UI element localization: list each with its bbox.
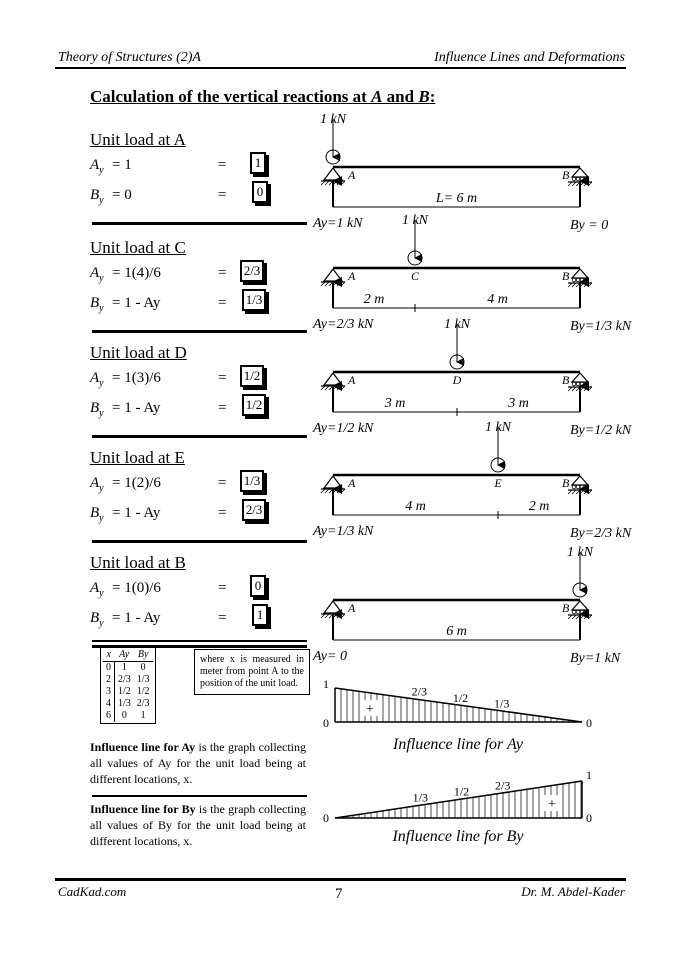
header-right: Influence Lines and Deformations (434, 50, 625, 65)
table-row (103, 698, 153, 710)
case-heading: Unit load at B (90, 553, 186, 572)
support-hatch (588, 182, 592, 186)
table-cell: 2/3 (136, 698, 150, 709)
roller-wheel (584, 485, 588, 489)
point-label-b: B (562, 601, 570, 615)
roller-wheel (572, 278, 576, 282)
ay-expression: = 1 (112, 157, 132, 173)
para-by: Influence line for By is the graph collecting all values of By for the unit load being at different locations, x. (90, 802, 306, 848)
table-rule (92, 640, 307, 642)
table-row (103, 710, 153, 722)
load-label: 1 kN (401, 213, 429, 228)
dimension-label: L= 6 m (435, 191, 478, 206)
reaction-label-a: Ay=2/3 kN (313, 317, 374, 332)
table-cell: 0 (103, 662, 115, 675)
by-expression: = 1 - Ay (112, 610, 161, 626)
il-ay-zero-right: 0 (586, 716, 592, 730)
reaction-label-b: By=1 kN (570, 651, 621, 666)
support-hatch (572, 182, 576, 186)
beam-diagram (312, 112, 608, 233)
il-by-zero-right: 0 (586, 811, 592, 825)
dimension-label: 4 m (487, 292, 508, 307)
eq-sign: = (218, 295, 227, 311)
page-title: Calculation of the vertical reactions at A and B: (90, 87, 436, 106)
support-hatch (584, 182, 588, 186)
table-cell: 3 (103, 686, 115, 698)
table-cell: 4 (103, 698, 115, 710)
beam-diagram (312, 317, 632, 438)
point-label-b: B (562, 269, 570, 283)
reaction-label-b: By=2/3 kN (570, 526, 632, 541)
table-cell: 6 (103, 710, 115, 722)
note-box: where x is measured in meter from point A to the position of the unit load. (194, 649, 310, 695)
ay-symbol: $A_y$ (90, 265, 104, 284)
by-result-box: 1/3 (242, 289, 266, 311)
support-hatch (337, 181, 341, 185)
table-row (103, 662, 153, 675)
point-label-b: B (562, 168, 570, 182)
point-label-b: B (562, 373, 570, 387)
by-symbol: $B_y$ (90, 505, 104, 524)
ay-symbol: $A_y$ (90, 370, 104, 389)
il-by-sign: + (548, 797, 556, 812)
table-row (103, 674, 153, 686)
footer-right: Dr. M. Abdel-Kader (521, 884, 625, 899)
pin-support (324, 269, 342, 281)
by-result-box: 1 (252, 604, 268, 626)
ay-symbol: $A_y$ (90, 157, 104, 176)
dimension-label: 2 m (528, 499, 550, 514)
support-hatch (321, 181, 325, 185)
case-heading: Unit load at D (90, 343, 187, 362)
roller-wheel (572, 610, 576, 614)
case-heading: Unit load at E (90, 448, 185, 467)
il-by-value: 2/3 (494, 778, 511, 793)
roller-wheel (580, 278, 584, 282)
table-header: x (103, 649, 115, 662)
roller-wheel (572, 485, 576, 489)
dimension-label: 2 m (363, 292, 385, 307)
case-heading: Unit load at A (90, 130, 186, 149)
table-header: Ay (115, 649, 134, 662)
pin-support (324, 601, 342, 613)
load-label: 1 kN (443, 317, 471, 332)
table-cell: 1 (121, 662, 127, 673)
roller-support (572, 269, 588, 278)
ay-expression: = 1(0)/6 (112, 580, 161, 596)
ay-result-box: 1 (250, 152, 266, 174)
roller-wheel (576, 177, 580, 181)
influence-line-by (323, 768, 592, 845)
point-label: D (452, 373, 462, 387)
load-label: 1 kN (319, 112, 347, 127)
support-hatch (341, 181, 345, 185)
pin-support (324, 373, 342, 385)
il-by-value: 1/2 (453, 784, 470, 799)
eq-sign: = (218, 505, 227, 521)
by-result-box: 0 (252, 181, 268, 203)
case-heading: Unit load at C (90, 238, 186, 257)
point-label-b: B (562, 476, 570, 490)
point-label: C (410, 269, 420, 283)
table-cell: 0 (121, 710, 127, 721)
beam-diagram (312, 545, 621, 666)
reaction-label-b: By = 0 (570, 218, 609, 233)
table-cell: 1/3 (136, 674, 150, 685)
roller-support (572, 168, 588, 177)
para-rule (92, 795, 307, 797)
ay-result-box: 1/3 (240, 470, 264, 492)
point-label-a: A (348, 168, 356, 182)
table-cell: 1/2 (136, 686, 150, 697)
by-result-box: 2/3 (242, 499, 266, 521)
influence-line-ay (323, 677, 592, 753)
dimension-label: 3 m (384, 396, 406, 411)
point-label-a: A (348, 476, 356, 490)
roller-wheel (580, 382, 584, 386)
reaction-label-b: By=1/3 kN (570, 319, 632, 334)
ay-result-box: 1/2 (240, 365, 264, 387)
roller-wheel (580, 610, 584, 614)
il-ay-left-value: 1 (323, 677, 329, 691)
il-by-zero-left: 0 (323, 811, 329, 825)
eq-sign: = (218, 610, 227, 626)
roller-wheel (584, 382, 588, 386)
point-label-a: A (348, 601, 356, 615)
eq-sign: = (218, 580, 227, 596)
il-by-value: 1/3 (412, 790, 429, 805)
reaction-label-a: Ay=1/3 kN (313, 524, 374, 539)
roller-wheel (572, 177, 576, 181)
by-symbol: $B_y$ (90, 610, 104, 629)
il-ay-value: 1/2 (452, 691, 469, 705)
support-hatch (568, 182, 572, 186)
roller-wheel (580, 177, 584, 181)
eq-sign: = (218, 265, 227, 281)
roller-wheel (572, 382, 576, 386)
support-hatch (325, 181, 329, 185)
roller-support (572, 373, 588, 382)
eq-sign: = (218, 187, 227, 203)
by-symbol: $B_y$ (90, 400, 104, 419)
by-result-box: 1/2 (242, 394, 266, 416)
by-expression: = 1 - Ay (112, 400, 161, 416)
footer-rule (55, 878, 626, 881)
table-cell: 2/3 (118, 674, 131, 685)
roller-support (572, 601, 588, 610)
ay-symbol: $A_y$ (90, 580, 104, 599)
load-label: 1 kN (566, 545, 594, 560)
dimension-label: 3 m (508, 396, 529, 411)
table-header: By (134, 649, 153, 662)
values-table (100, 647, 156, 724)
roller-wheel (576, 278, 580, 282)
il-ay-value: 2/3 (411, 684, 428, 699)
reaction-label-a: Ay= 0 (313, 649, 347, 664)
reaction-label-a: Ay=1 kN (313, 216, 363, 231)
roller-wheel (576, 610, 580, 614)
ay-symbol: $A_y$ (90, 475, 104, 494)
ay-expression: = 1(3)/6 (112, 370, 161, 386)
point-label-a: A (348, 373, 356, 387)
para-ay: Influence line for Ay is the graph collecting all values of Ay for the unit load being at different locations, x. (90, 740, 306, 786)
eq-sign: = (218, 370, 227, 386)
by-expression: = 1 - Ay (112, 295, 161, 311)
by-expression: = 0 (112, 187, 132, 203)
pin-support (324, 476, 342, 488)
il-ay-caption: Influence line for Ay (393, 736, 523, 753)
by-symbol: $B_y$ (90, 295, 104, 314)
roller-wheel (576, 485, 580, 489)
reaction-label-a: Ay=1/2 kN (313, 421, 374, 436)
footer-left: CadKad.com (58, 884, 127, 899)
header-left: Theory of Structures (2)A (58, 50, 201, 65)
beam-diagram (312, 420, 632, 541)
by-expression: = 1 - Ay (112, 505, 161, 521)
ay-expression: = 1(4)/6 (112, 265, 161, 281)
eq-sign: = (218, 475, 227, 491)
dimension-label: 4 m (405, 499, 426, 514)
eq-sign: = (218, 400, 227, 416)
table-cell: 0 (140, 662, 146, 673)
pin-support (324, 168, 342, 180)
table-cell: 2 (103, 674, 115, 686)
ay-result-box: 2/3 (240, 260, 264, 282)
roller-support (572, 476, 588, 485)
ay-expression: = 1(2)/6 (112, 475, 161, 491)
il-ay-value: 1/3 (493, 696, 510, 711)
roller-wheel (576, 382, 580, 386)
roller-wheel (584, 177, 588, 181)
il-by-caption: Influence line for By (392, 828, 524, 845)
il-by-right-value: 1 (586, 768, 592, 782)
point-label-a: A (348, 269, 356, 283)
load-label: 1 kN (484, 420, 512, 435)
roller-wheel (580, 485, 584, 489)
table-cell: 1/3 (118, 698, 131, 709)
table-row (103, 686, 153, 698)
il-ay-zero-left: 0 (323, 716, 329, 730)
point-label: E (494, 476, 502, 490)
table-cell: 1 (140, 710, 146, 721)
il-ay-sign: + (366, 702, 374, 717)
by-symbol: $B_y$ (90, 187, 104, 206)
table-cell: 1/2 (118, 686, 131, 697)
reaction-label-b: By=1/2 kN (570, 423, 632, 438)
dimension-label: 6 m (446, 624, 467, 639)
roller-wheel (584, 610, 588, 614)
page-number: 7 (335, 886, 343, 902)
ay-result-box: 0 (250, 575, 266, 597)
eq-sign: = (218, 157, 227, 173)
roller-wheel (584, 278, 588, 282)
